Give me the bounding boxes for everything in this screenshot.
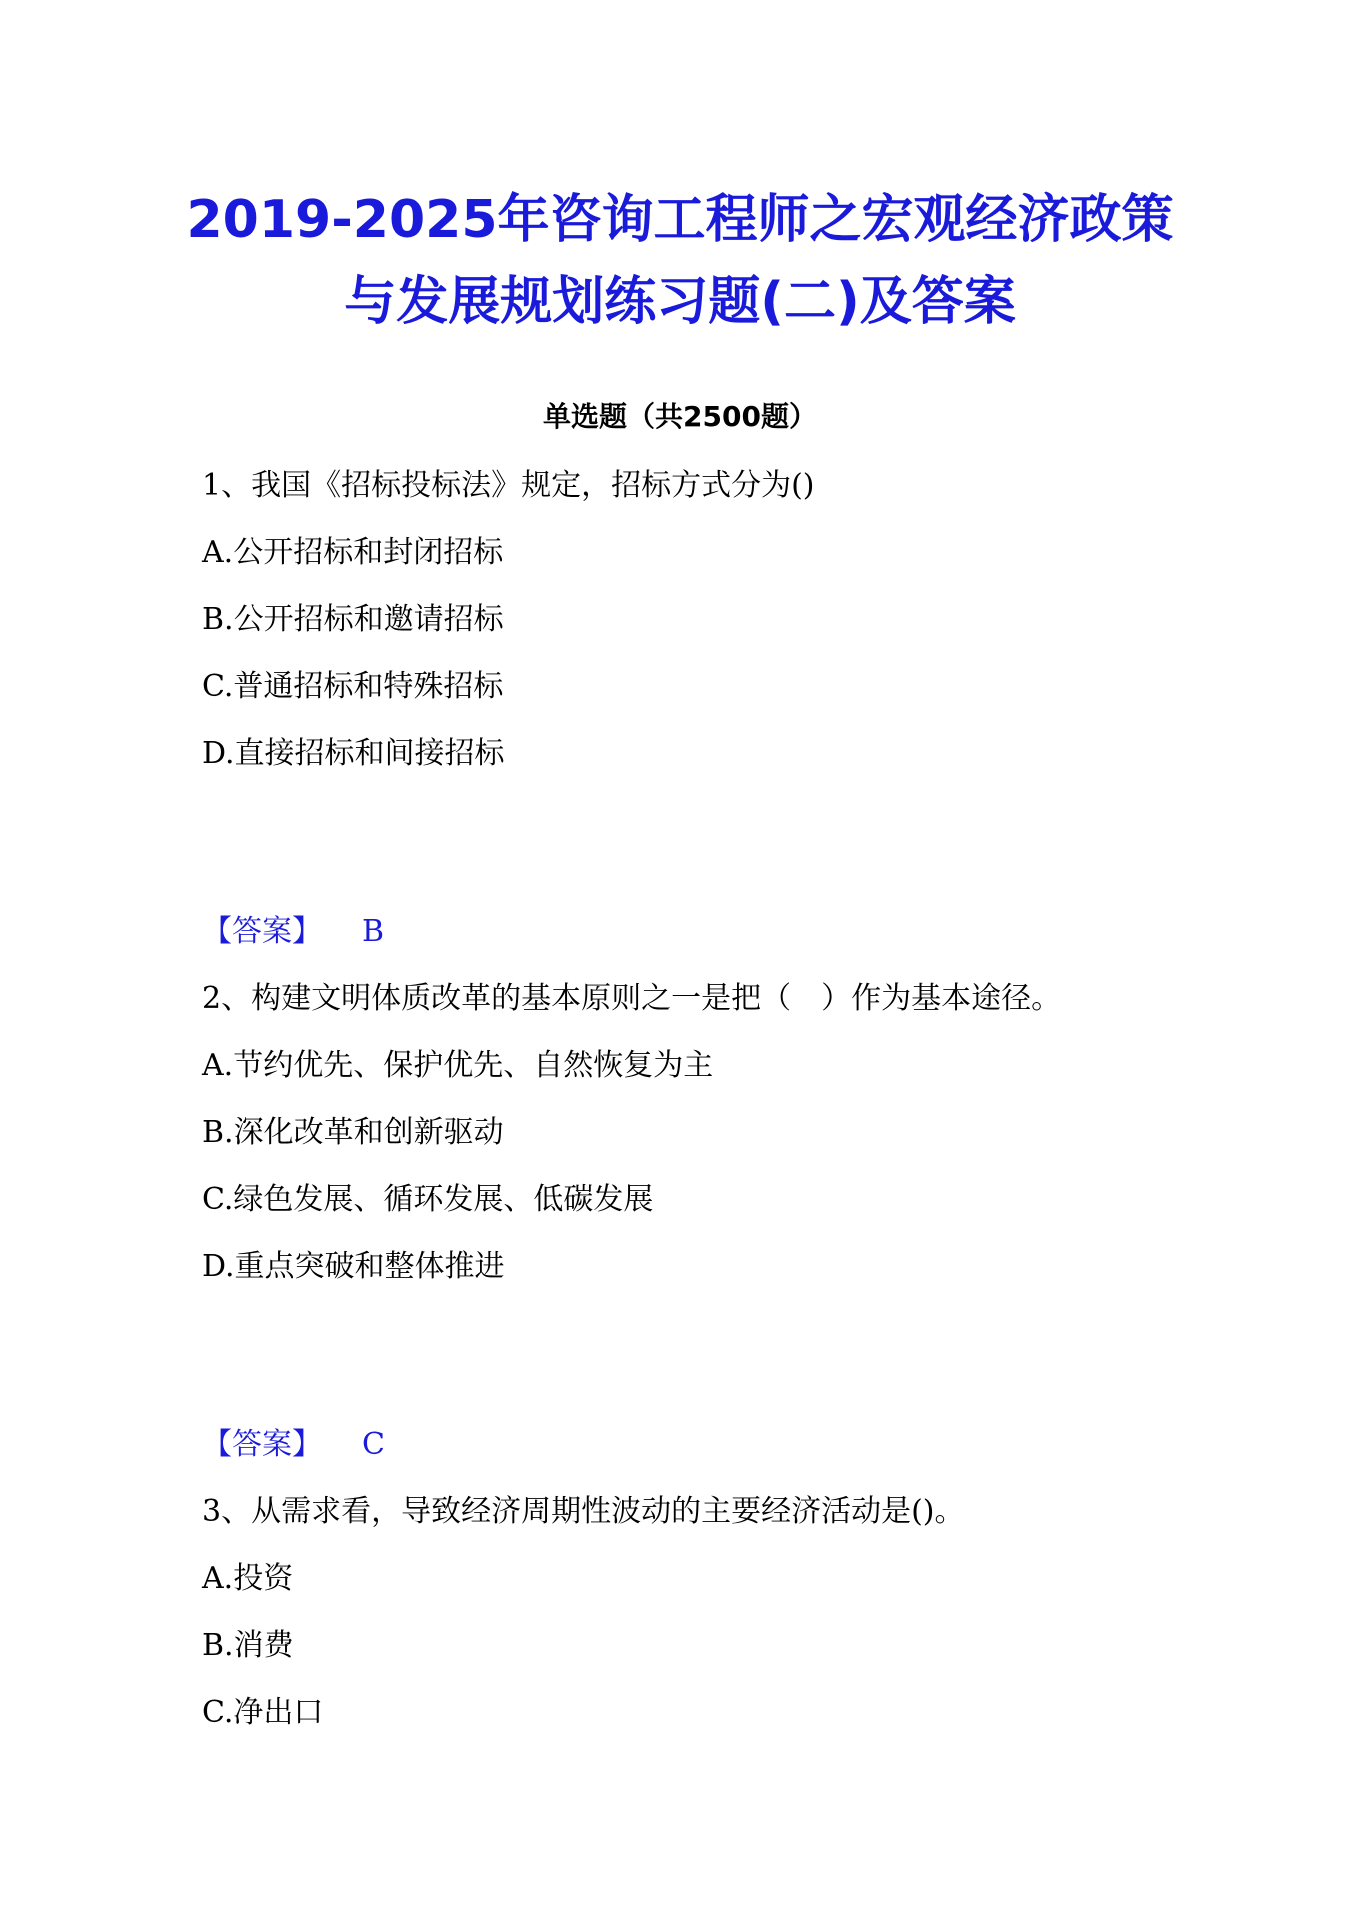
question-3-option-c: C.净出口 <box>202 1695 324 1730</box>
question-1-answer <box>202 910 384 954</box>
answer-value: C <box>362 1427 385 1462</box>
question-2-option-a: A.节约优先、保护优先、自然恢复为主 <box>202 1048 714 1083</box>
question-2-option-d: D.重点突破和整体推进 <box>202 1249 505 1284</box>
question-2-answer <box>202 1423 385 1467</box>
question-2-option-b: B.深化改革和创新驱动 <box>202 1115 504 1150</box>
document-title-line-2: 与发展规划练习题(二)及答案 <box>344 272 1016 332</box>
question-3-option-b: B.消费 <box>202 1628 294 1663</box>
question-1-option-a: A.公开招标和封闭招标 <box>202 535 504 570</box>
answer-label: 【答案】 <box>202 914 322 949</box>
document-title-line-1: 2019-2025年咨询工程师之宏观经济政策 <box>186 190 1174 250</box>
answer-label: 【答案】 <box>202 1427 322 1462</box>
question-3-text: 3、从需求看，导致经济周期性波动的主要经济活动是()。 <box>202 1494 965 1529</box>
question-1-option-c: C.普通招标和特殊招标 <box>202 669 504 704</box>
section-heading: 单选题（共2500题） <box>543 400 817 433</box>
question-2-option-c: C.绿色发展、循环发展、低碳发展 <box>202 1182 654 1217</box>
question-1-option-d: D.直接招标和间接招标 <box>202 736 505 771</box>
answer-value: B <box>362 914 385 949</box>
question-1-option-b: B.公开招标和邀请招标 <box>202 602 504 637</box>
question-2-text: 2、构建文明体质改革的基本原则之一是把（ ）作为基本途径。 <box>202 981 1062 1016</box>
question-3-option-a: A.投资 <box>202 1561 294 1596</box>
question-1-text: 1、我国《招标投标法》规定，招标方式分为() <box>202 468 815 503</box>
